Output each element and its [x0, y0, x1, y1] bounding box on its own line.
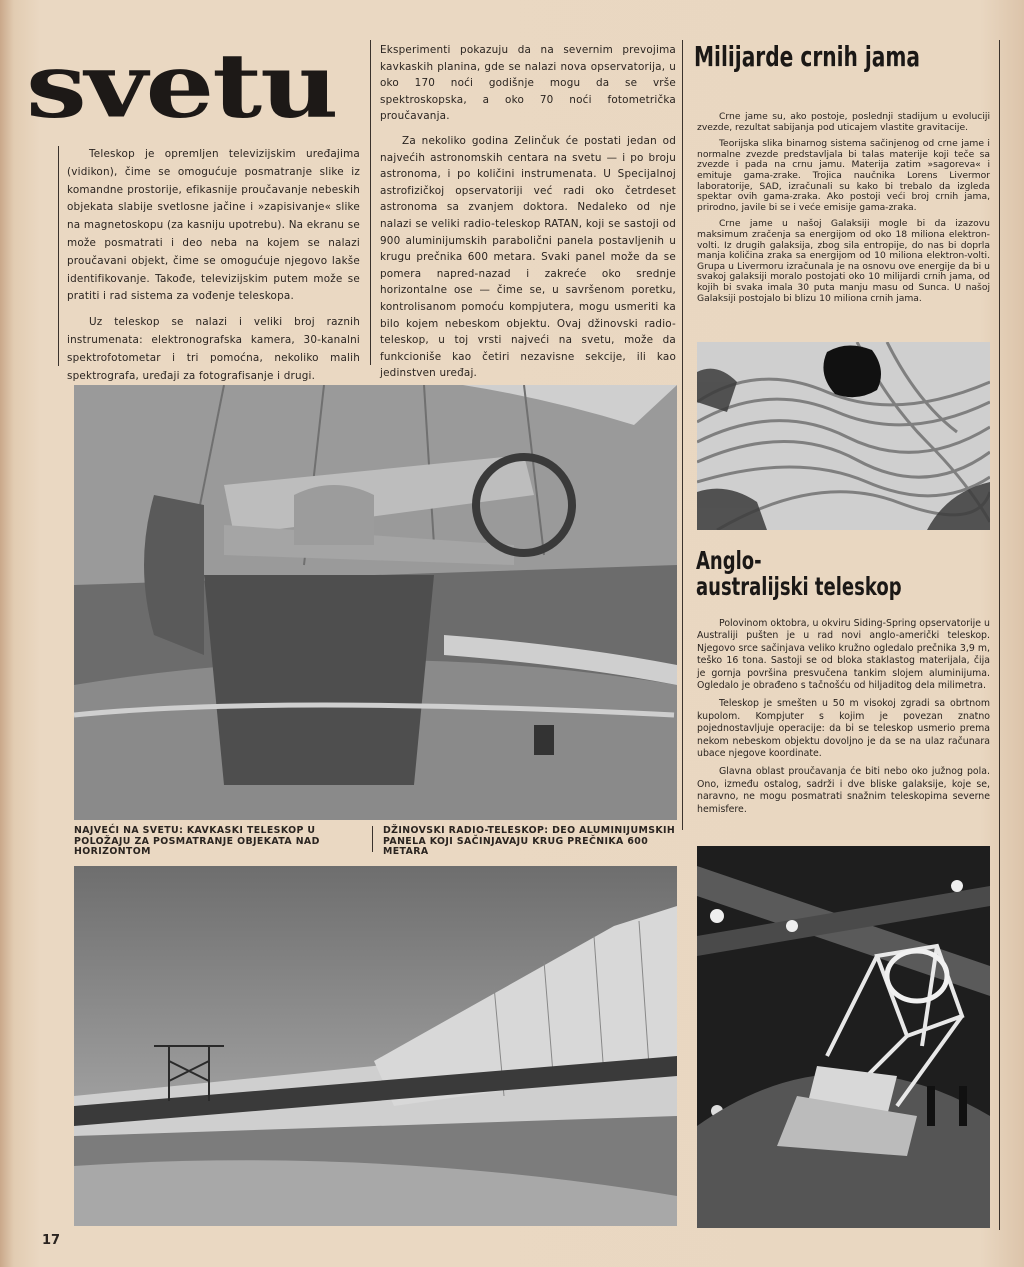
article-title-black-holes: Milijarde crnih jama	[694, 40, 921, 73]
title-line: Anglo-	[696, 546, 762, 575]
caption-photo2: DŽINOVSKI RADIO-TELESKOP: DEO ALUMINIJUMSKIH PANELA KOJI SAČINJAVAJU KRUG PREČNIKA 600 METARA	[383, 825, 676, 858]
middle-paragraph: Eksperimenti pokazuju da na severnim prevojima kavkaskih planina, gde se nalazi nova opservatorija, u oko 170 noći godišnje mogu da se vrše spektroskopska, a oko 70 noći fotometrička proučavanja.	[380, 44, 676, 123]
caption-photo1: NAJVEĆI NA SVETU: KAVKASKI TELESKOP U POLOŽAJU ZA POSMATRANJE OBJEKATA NAD HORIZONTOM	[74, 825, 320, 858]
black-holes-paragraph: Teorijska slika binarnog sistema sačinjenog od crne jame i normalne zvezde predstavljala bi talas materije koji teče sa zvezde i pada na crnu jamu. Materija zatim »sagoreva« i emituje gama-zrake. Trojica naučnika Lorens Livermor laboratorije, SAD, izračunali su kako bi trebalo da izgleda spektar ovih gama-zraka. Ako postoji veći broj crnih jama, prirodno, javile bi se i veće emisije gama-zraka.	[697, 138, 990, 213]
caucasus-telescope-photo	[74, 385, 677, 820]
black-holes-paragraph: Crne jame u našoj Galaksiji mogle bi da izazovu maksimum zračenja sa energijom od oko 18 miliona elektron-volti. Iz drugih galaksija, zbog sila entropije, do nas bi doprla manja količina zraka sa energijom od 10 miliona elektron-volti. Grupa u Livermoru izračunala je na osnovu ove energije da bi u svakoj galaksiji moralo postojati oko 10 milijardi crnih jama, od kojih bi svaka imala 30 puta manju masu od Sunca. U našoj Galaksiji postojalo bi blizu 10 miliona crnih jama.	[697, 218, 990, 304]
left-column-rule	[58, 146, 59, 366]
page-number: 17	[42, 1233, 61, 1248]
title-line: australijski teleskop	[696, 572, 902, 601]
left-column-text	[67, 146, 360, 393]
caption-rule	[372, 826, 373, 852]
right-edge-rule	[999, 40, 1000, 1230]
left-paragraph: Teleskop je opremljen televizijskim uređajima (vidikon), čime se omogućuje posmatranje slike iz komandne prostorije, efikasnije proučavanje nebeskih objekata slabije svetlosne jačine i »zapisivanje« slike na magnetoskopu (za kasniju upotrebu). Na ekranu se može posmatrati i deo neba na kojem se nalazi proučavani objekt, čime se omogućuje njegovo lakše identifikovanje. Takođe, televizijskim putem može se pratiti i rad sistema za vođenje teleskopa.	[67, 148, 360, 303]
mid-column-rule-right	[682, 40, 683, 830]
anglo-paragraph: Polovinom oktobra, u okviru Siding-Spring opservatorije u Australiji pušten je u rad novi anglo-američki teleskop. Njegovo srce sačinjava veliko kružno ogledalo prečnika 3,9 m, teško 16 tona. Sastoji se od bloka staklastog materijala, čija je gornja površina presvučena tankim slojem aluminijuma. Ogledalo je obrađeno s tačnošću od hiljaditog dela milimetra.	[697, 618, 990, 692]
article-title-anglo-australian	[696, 548, 902, 600]
black-hole-illustration	[697, 342, 990, 530]
ratan-radio-telescope-photo	[74, 866, 677, 1226]
middle-column-text	[380, 42, 676, 406]
mid-column-rule-left	[370, 40, 371, 365]
headline-svetu: svetu	[26, 34, 337, 138]
black-holes-paragraph: Crne jame su, ako postoje, poslednji stadijum u evoluciji zvezde, rezultat sabijanja pod uticajem vlastite gravitacije.	[697, 111, 990, 133]
anglo-paragraph: Teleskop je smešten u 50 m visokoj zgradi sa obrtnom kupolom. Kompjuter s kojim je povezan znatno pojednostavljuje operacije: da bi se teleskop usmerio prema nekom nebeskom objektu dovoljno je da se na ulaz računara ubace njegove koordinate.	[697, 698, 990, 760]
anglo-australian-telescope-photo	[697, 846, 990, 1228]
black-holes-text	[697, 112, 990, 310]
left-paragraph: Uz teleskop se nalazi i veliki broj raznih instrumenata: elektronografska kamera, 30-kanalni spektrofotometar i tri pomoćna, nekoliko malih spektrografa, uređaji za fotografisanje i drugi.	[67, 316, 360, 382]
middle-paragraph: Za nekoliko godina Zelinčuk će postati jedan od najvećih astronomskih centara na svetu — i po broju astronoma, i po količini instrumenata. U Specijalnoj astrofizičkoj opservatoriji već radi oko četrdeset astronoma sa zvanjem doktora. Nedaleko od nje nalazi se veliki radio-teleskop RATAN, koji se sastoji od 900 aluminijumskih parabolični panela postavljenih u krugu prečnika 600 metara. Svaki panel može da se pomera napred-nazad i zakreće oko srednje horizontalne ose — čime se, u savršenom poretku, kontrolisanom pomoću kompjutera, mogu usmeriti ka bilo kojem nebeskom objektu. Ovaj džinovski radio-teleskop, u toj vrsti najveći na svetu, može da funkcioniše kao četiri nezavisne sekcije, ili kao jedinstven uređaj.	[380, 134, 676, 380]
anglo-australian-text	[697, 618, 990, 822]
anglo-paragraph: Glavna oblast proučavanja će biti nebo oko južnog pola. Ono, između ostalog, sadrži i dve bliske galaksije, koje se, naravno, ne mogu posmatrati snažnim teleskopima severne hemisfere.	[697, 766, 990, 815]
